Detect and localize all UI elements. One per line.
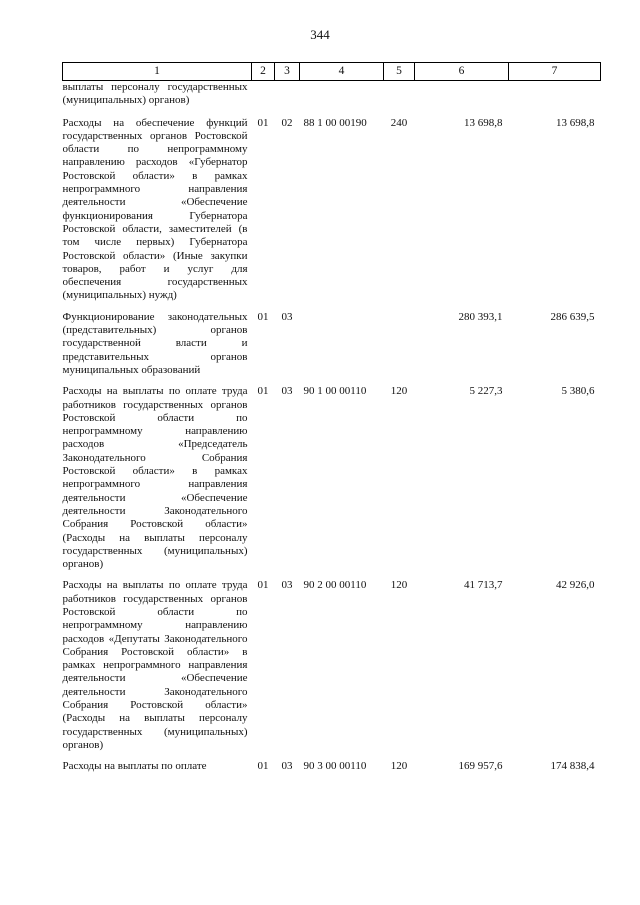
- expense-name: Расходы на выплаты по оплате: [62, 760, 207, 773]
- header-cell: 6: [415, 63, 509, 81]
- amount-year-2: 13 698,8: [556, 116, 595, 129]
- expense-name: Расходы на обеспечение функций государственных органов Ростовской области по непрограммному направлению расходов «Губернатор Ростовской области» в рамках непрограммного направления деятельности «Обеспечение функционирования Губернатора Ростовской области, заместителей (в том числе первых) Губернатора Ростовской области» (Иные закупки товаров, работ и услуг для обеспечения государственных (муниципальных) нужд): [62, 116, 248, 302]
- table-row: [63, 760, 601, 781]
- expense-name: Расходы на выплаты по оплате труда работников государственных органов Ростовской области по непрограммному направлению расходов «Депутаты Законодательного Собрания Ростовской области» в рамках непрограммного направления деятельности «Обеспечение деятельности Законодательного Собрания Ростовской области» (Расходы на выплаты персоналу государственных (муниципальных) органов): [62, 579, 248, 751]
- amount-year-2: 174 838,4: [550, 760, 595, 773]
- target-article-code: 88 1 00 00190: [303, 116, 367, 129]
- target-article-code: [300, 311, 384, 385]
- expense-name: выплаты персоналу государственных (муниципальных) органов): [62, 81, 248, 107]
- target-article-code: 90 1 00 00110: [303, 385, 367, 398]
- target-article-code: 90 3 00 00110: [303, 760, 367, 773]
- subsection-code: 02: [281, 116, 293, 129]
- amount-year-1: 169 957,6: [458, 760, 503, 773]
- table-row: [63, 117, 601, 311]
- section-code: 01: [257, 385, 269, 398]
- amount-year-1: 5 227,3: [469, 385, 503, 398]
- page-number: 344: [310, 27, 330, 42]
- amount-year-2: 42 926,0: [556, 579, 595, 592]
- expense-type-code: [384, 311, 415, 385]
- header-cell: 2: [252, 63, 275, 81]
- expense-type-code: 120: [390, 579, 408, 592]
- expense-name: Функционирование законодательных (представительных) органов государственной власти и представительных органов муниципальных образований: [62, 310, 248, 376]
- subsection-code: 03: [281, 579, 293, 592]
- section-code: 01: [257, 116, 269, 129]
- table-row-continuation: [63, 81, 601, 117]
- table-header: [63, 63, 601, 81]
- header-cell: 3: [275, 63, 300, 81]
- budget-table: [62, 62, 601, 782]
- section-code: 01: [257, 310, 269, 323]
- section-code: 01: [257, 760, 269, 773]
- header-cell: 7: [509, 63, 601, 81]
- amount-year-1: 13 698,8: [464, 116, 503, 129]
- target-article-code: 90 2 00 00110: [303, 579, 367, 592]
- subsection-code: 03: [281, 310, 293, 323]
- subsection-code: 03: [281, 760, 293, 773]
- header-cell: 4: [300, 63, 384, 81]
- expense-type-code: 120: [390, 385, 408, 398]
- amount-year-2: 5 380,6: [561, 385, 595, 398]
- table-row: [63, 579, 601, 760]
- header-cell: 5: [384, 63, 415, 81]
- expense-type-code: 240: [390, 116, 408, 129]
- subsection-code: 03: [281, 385, 293, 398]
- expense-type-code: 120: [390, 760, 408, 773]
- table-row: [63, 311, 601, 385]
- table-row: [63, 385, 601, 579]
- expense-name: Расходы на выплаты по оплате труда работников государственных органов Ростовской области по непрограммному направлению расходов «Председатель Законодательного Собрания Ростовской области» в рамках непрограммного направления деятельности «Обеспечение деятельности Законодательного Собрания Ростовской области» (Расходы на выплаты персоналу государственных (муниципальных) органов): [62, 385, 248, 571]
- amount-year-2: 286 639,5: [550, 310, 595, 323]
- amount-year-1: 280 393,1: [458, 310, 503, 323]
- section-code: 01: [257, 579, 269, 592]
- header-cell: 1: [63, 63, 252, 81]
- amount-year-1: 41 713,7: [464, 579, 503, 592]
